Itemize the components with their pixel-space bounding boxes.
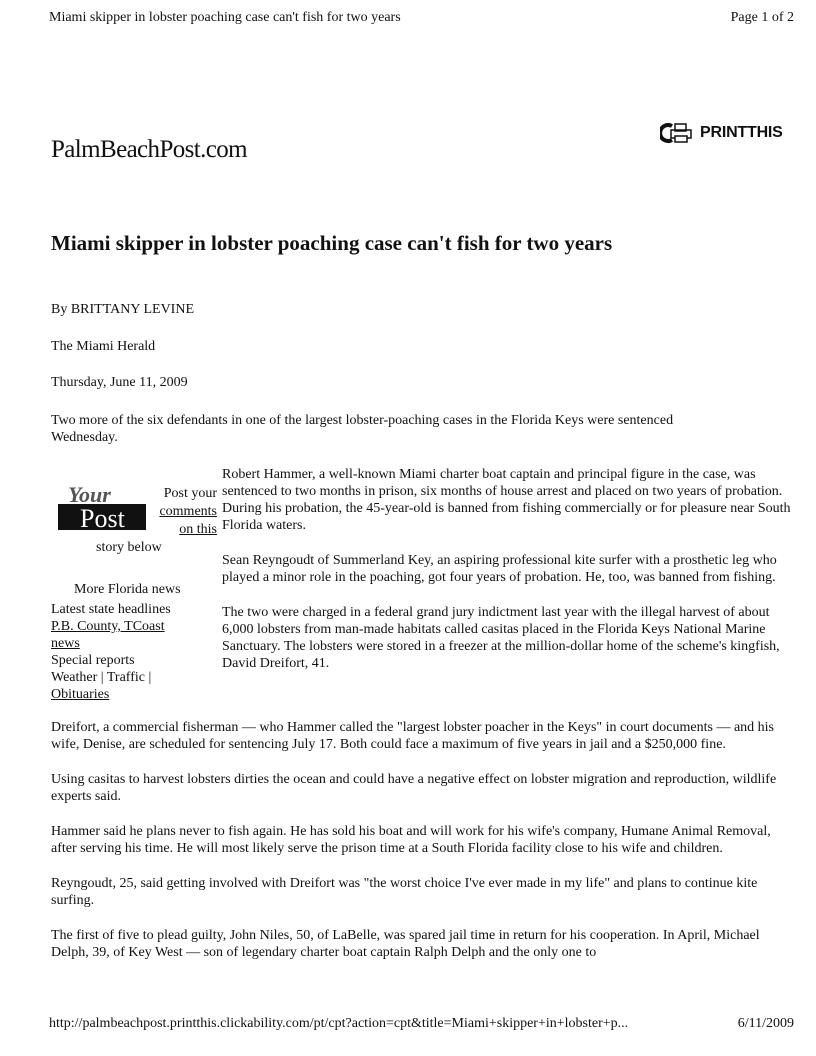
site-logo[interactable]: PalmBeachPost.com: [51, 136, 248, 163]
byline: By BRITTANY LEVINE: [51, 302, 195, 317]
article-title: Miami skipper in lobster poaching case can't fish for two years: [51, 231, 613, 255]
svg-text:Your: Your: [68, 482, 111, 507]
article-paragraph: The two were charged in a federal grand jury indictment last year with the illegal harvest of about 6,000 lobsters from man-made habitats called casitas placed in the Florida Keys National Marine Sanctuary. The lobsters were stored in a freezer at the million-dollar home of the scheme's kingfish, David Dreifort, 41.: [222, 605, 780, 671]
print-this-button[interactable]: [660, 122, 783, 144]
post-comments-link[interactable]: Post your comments on this: [159, 486, 217, 537]
link-news[interactable]: news: [51, 636, 80, 651]
link-traffic[interactable]: Traffic: [106, 670, 145, 685]
article-paragraph: Sean Reyngoudt of Summerland Key, an aspiring professional kite surfer with a prosthetic leg who played a minor role in the poaching, got four years of probation. He, too, was banned from fishing.: [222, 553, 777, 585]
your-post-logo[interactable]: [54, 482, 150, 532]
link-pb-county[interactable]: P.B. County, TCoast: [51, 619, 165, 634]
article-column: [222, 466, 792, 690]
printer-icon: [660, 122, 698, 144]
link-special-reports[interactable]: Special reports: [51, 653, 135, 668]
print-this-label: PRINTTHIS: [700, 124, 783, 141]
publish-date: Thursday, June 11, 2009: [51, 375, 188, 390]
footer-date: 6/11/2009: [737, 1016, 794, 1031]
intro-paragraph: Two more of the six defendants in one of the largest lobster-poaching cases in the Florida Keys were sentenced Wednesday.: [51, 413, 674, 445]
separator: |: [148, 670, 152, 685]
source: The Miami Herald: [51, 339, 156, 354]
article-paragraph: Reyngoudt, 25, said getting involved with Dreifort was "the worst choice I've ever made in my life" and plans to continue kite surfing.: [51, 876, 758, 908]
link-latest-state-headlines[interactable]: Latest state headlines: [51, 602, 171, 617]
link-weather[interactable]: Weather: [51, 670, 98, 685]
article-paragraph: Using casitas to harvest lobsters dirties the ocean and could have a negative effect on lobster migration and reproduction, wildlife experts said.: [51, 772, 777, 804]
article-paragraph: Dreifort, a commercial fisherman — who Hammer called the "largest lobster poacher in the Keys" in court documents — and his wife, Denise, are scheduled for sentencing July 17. Both could face a maximum of five years in jail and a $250,000 fine.: [51, 720, 775, 752]
article-paragraph: Hammer said he plans never to fish again. He has sold his boat and will work for his wife's company, Humane Animal Removal, after serving his time. He will most likely serve the prison time at a South Florida facility close to his wife and children.: [51, 824, 771, 856]
article-body: [51, 719, 796, 979]
print-header-title: Miami skipper in lobster poaching case can't fish for two years: [49, 10, 401, 25]
footer-url: http://palmbeachpost.printthis.clickability.com/pt/cpt?action=cpt&title=Miami+skipper+in+lobster+p...: [49, 1016, 629, 1031]
svg-text:Post: Post: [80, 504, 125, 532]
more-florida-news-heading: More Florida news: [74, 582, 181, 597]
separator: |: [100, 670, 104, 685]
page-number: Page 1 of 2: [730, 10, 794, 25]
story-below-text: story below: [96, 540, 162, 555]
article-paragraph: Robert Hammer, a well-known Miami charter boat captain and principal figure in the case, was sentenced to two months in prison, six months of house arrest and placed on two years of probation. During his probation, the 45-year-old is banned from fishing commercially or for pleasure near South Florida waters.: [222, 467, 791, 533]
link-obituaries[interactable]: Obituaries: [51, 687, 110, 702]
article-paragraph: The first of five to plead guilty, John Niles, 50, of LaBelle, was spared jail time in return for his cooperation. In April, Michael Delph, 39, of Key West — son of legendary charter boat captain Ralph Delph and the only one to: [51, 928, 760, 960]
